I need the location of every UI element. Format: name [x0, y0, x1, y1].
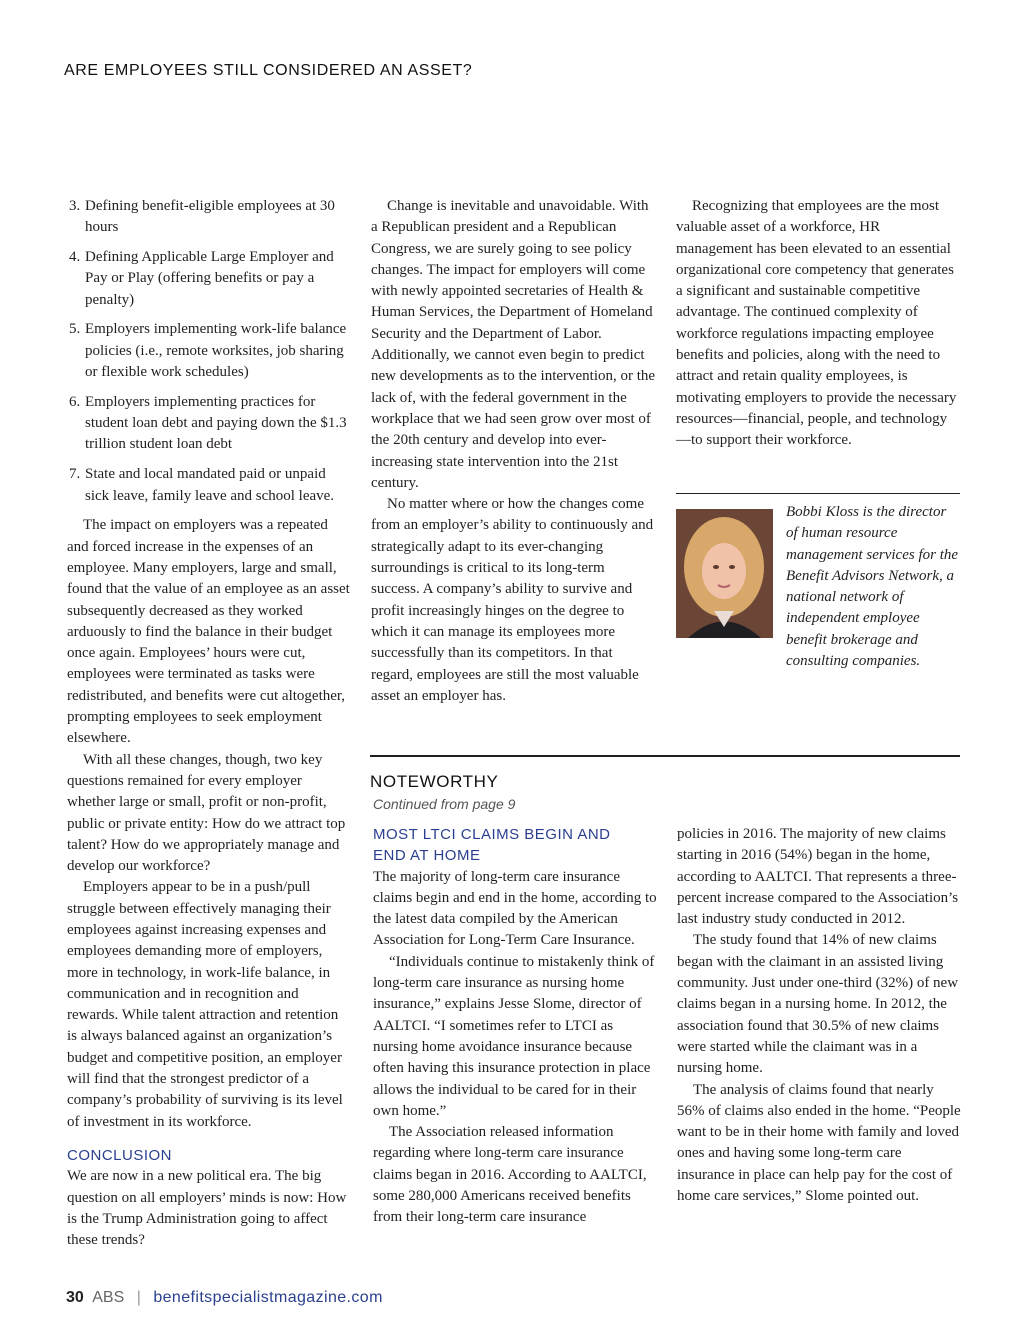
body-paragraph: The analysis of claims found that nearly 56% of claims also ended in the home. “People want to be in their home with family and loved ones and having some long-term care insurance in place can help pay for the cost of home care services,” Slome pointed out. [677, 1081, 961, 1205]
conclusion-heading: CONCLUSION [67, 1146, 173, 1164]
noteworthy-title: NOTEWORTHY [370, 772, 499, 791]
noteworthy-right-column [677, 824, 961, 1207]
numbered-list [67, 196, 352, 507]
body-paragraph: The Association released information regarding where long-term care insurance claims began in 2016. According to AALTCI, some 280,000 Americans received benefits from their long-term care insurance [373, 1124, 647, 1226]
column-2 [371, 196, 657, 707]
body-paragraph: No matter where or how the changes come from an employer’s ability to continuously and strategically adapt to its ever-changing surroundings is critical to its long-term success. A company’s ability to survive and profit increasingly hinges on the degree to which it can manage its employees more successfully than its competitors. In that regard, employees are still the most valuable asset an employer has. [371, 496, 654, 704]
page-header-title: ARE EMPLOYEES STILL CONSIDERED AN ASSET? [64, 62, 473, 79]
conclusion-paragraph: We are now in a new political era. The big question on all employers’ minds is now: How is the Trump Administration going to affect these trends? [67, 1168, 347, 1249]
page-footer [66, 1289, 383, 1307]
page-number: 30 [66, 1289, 84, 1306]
body-paragraph: Recognizing that employees are the most valuable asset of a workforce, HR management has been elevated to an essential organizational core competency that generates a significant and sustainable competitive advantage. The continued complexity of workforce regulations impacting employee benefits and policies, along with the need to attract and retain quality employees, is motivating employers to provide the necessary resources—financial, people, and technology—to support their workforce. [676, 198, 957, 449]
body-paragraph: “Individuals continue to mistakenly think of long-term care insurance as nursing home insurance,” explains Jesse Slome, director of AALTCI. “I sometimes refer to LTCI as nursing home avoidance insurance because often having this insurance protection in place allows the individual to be cared for in their own home.” [373, 953, 655, 1119]
footer-separator: | [136, 1289, 141, 1306]
author-bio: Bobbi Kloss is the director of human resource management services for the Benefit Advisors Network, a national network of independent employee benefit brokerage and consulting companies. [786, 504, 959, 670]
body-paragraph: policies in 2016. The majority of new claims starting in 2016 (54%) began in the home, according to AALTCI. That represents a three-percent increase compared to the Association’s last industry study conducted in 2012. [677, 826, 959, 928]
publication-name: ABS [92, 1289, 125, 1306]
body-paragraph: Employers appear to be in a push/pull struggle between effectively managing their employees against increasing expenses and employees demanding more of employers, more in technology, in work-life balance, in communication and in recognition and rewards. While talent attraction and retention is always balanced against an organization’s budget and competitive position, an employer will find that the strongest predictor of a company’s probability of surviving is its level of investment in its workforce. [67, 879, 343, 1130]
body-paragraph: Change is inevitable and unavoidable. With a Republican president and a Republican Congress, we are surely going to see policy changes. The impact for employers will come with newly appointed secretaries of Health & Human Services, the Department of Homeland Security and the Department of Labor. Additionally, we cannot even begin to predict new developments as to the intervention, or the lack of, with the federal government in the workplace that we had seen grow over most of the 20th century and develop into ever-increasing state intervention into the 21st century. [371, 198, 656, 491]
column-1 [67, 196, 352, 1251]
noteworthy-left-column [373, 824, 658, 1229]
list-item: 5. Employers implementing work-life balance policies (i.e., remote worksites, job sharing or flexible work schedules) [69, 321, 347, 381]
body-paragraph: The study found that 14% of new claims began with the claimant in an assisted living community. Just under one-third (32%) of new claims began in a nursing home. In 2012, the association found that 30.5% of new claims were started while the claimant was in a nursing home. [677, 932, 959, 1077]
list-item: 7. State and local mandated paid or unpaid sick leave, family leave and school leave. [69, 466, 335, 504]
column-3 [676, 196, 960, 452]
list-item: 4. Defining Applicable Large Employer and Pay or Play (offering benefits or pay a penalty) [69, 249, 334, 308]
ltci-heading: MOST LTCI CLAIMS BEGIN AND END AT HOME [373, 826, 611, 865]
continued-note: Continued from page 9 [373, 796, 516, 812]
body-paragraph: The impact on employers was a repeated and forced increase in the expenses of an employee. Many employers, large and small, found that the value of an employee as an asset subsequently decreased as they worked arduously to find the balance in their budget once again. Employees’ hours were cut, employees were terminated as tasks were redistributed, and benefits were cut altogether, prompting employees to seek employment elsewhere. [67, 517, 350, 747]
noteworthy-divider [370, 755, 960, 757]
list-item: 6. Employers implementing practices for student loan debt and paying down the $1.3 trillion student loan debt [69, 393, 347, 453]
list-item: 3. Defining benefit-eligible employees at 30 hours [69, 198, 335, 236]
bio-divider [676, 493, 960, 494]
body-paragraph: The majority of long-term care insurance claims begin and end in the home, according to the latest data compiled by the American Association for Long-Term Care Insurance. [373, 868, 657, 949]
website-link[interactable]: benefitspecialistmagazine.com [153, 1289, 383, 1306]
body-paragraph: With all these changes, though, two key questions remained for every employer whether large or small, profit or non-profit, public or private entity: How do we attract top talent? How do we appropriately manage and develop our workforce? [67, 751, 346, 875]
